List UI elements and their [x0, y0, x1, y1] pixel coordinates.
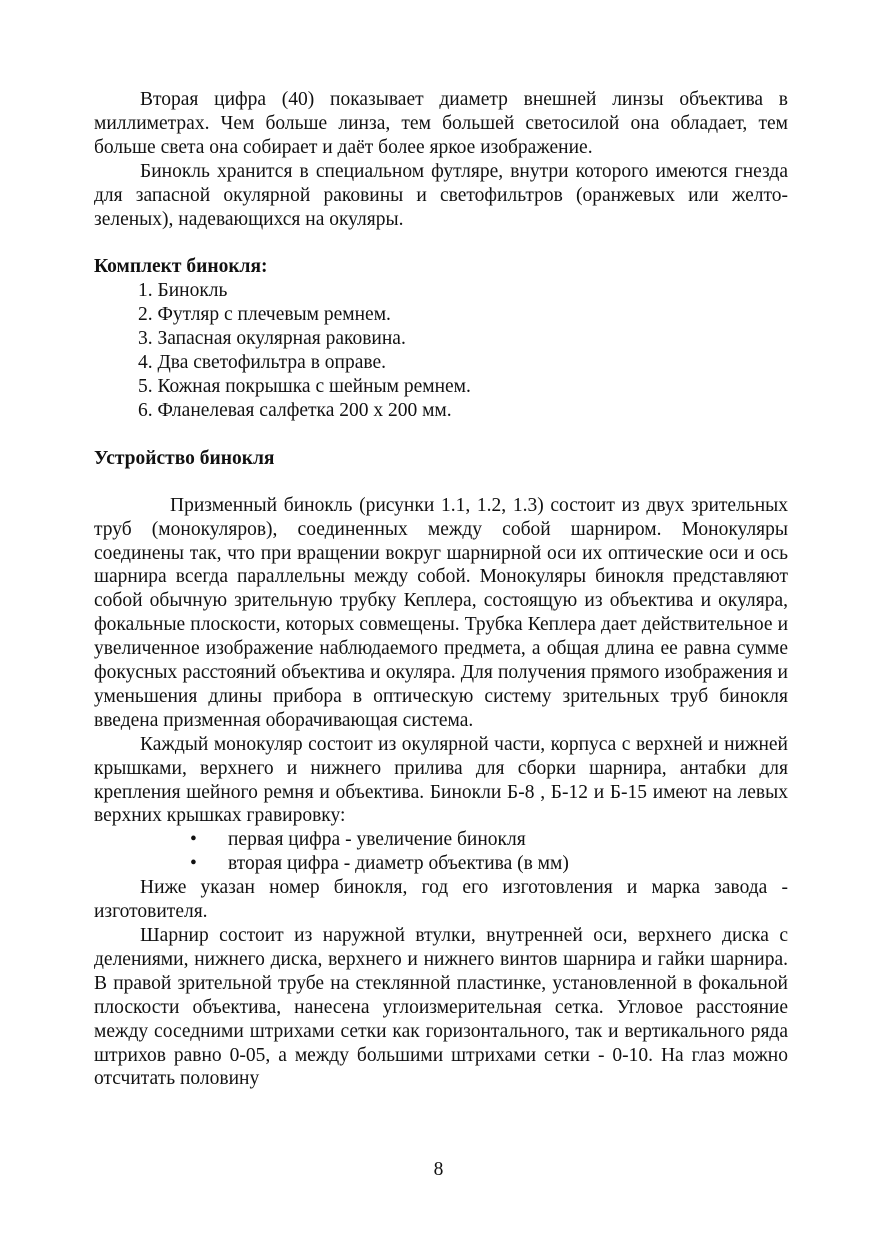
list-item: 5. Кожная покрышка с шейным ремнем.	[138, 375, 471, 397]
device-paragraph-1: Призменный бинокль (рисунки 1.1, 1.2, 1.3) состоит из двух зрительных труб (монокуляров), соединенных между собой шарниром. Монокуляры соединены так, что при вращении вокруг шарнирной оси их оптические оси и ось шарнира всегда параллельны между собой. Монокуляры бинокля представляют собой обычную зрительную трубку Кеплера, состоящую из объектива и окуляра, фокальные плоскости, которых совмещены. Трубка Кеплера дает действительное и увеличенное изображение наблюдаемого предмета, а общая длина ее равна сумме фокусных расстояний объектива и окуляра. Для получения прямого изображения и уменьшения длины прибора в оптическую систему зрительных труб бинокля введена призменная оборачивающая система.	[94, 494, 788, 731]
kit-list	[94, 279, 788, 422]
list-item: 2. Футляр с плечевым ремнем.	[138, 304, 391, 326]
intro-paragraph-1: Вторая цифра (40) показывает диаметр внешней линзы объектива в миллиметрах. Чем больше линза, тем большей светосилой она обладает, тем больше света она собирает и даёт более яркое изображение.	[94, 89, 788, 158]
bullet-icon: •	[190, 829, 197, 851]
engraving-list	[94, 828, 788, 876]
device-paragraph-2: Каждый монокуляр состоит из окулярной части, корпуса с верхней и нижней крышками, верхнего и нижнего прилива для сборки шарнира, антабки для крепления шейного ремня и объектива. Бинокли Б-8 , Б-12 и Б-15 имеют на левых верхних крышках гравировку:	[94, 733, 788, 827]
list-item: 1. Бинокль	[138, 280, 228, 302]
list-item: 6. Фланелевая салфетка 200 х 200 мм.	[138, 399, 452, 421]
device-paragraph-4: Шарнир состоит из наружной втулки, внутренней оси, верхнего диска с делениями, нижнего диска, верхнего и нижнего винтов шарнира и гайки шарнира. В правой зрительной трубе на стеклянной пластинке, установленной в фокальной плоскости объектива, нанесена углоизмерительная сетка. Угловое расстояние между соседними штрихами сетки как горизонтального, так и вертикального ряда штрихов равно 0-05, а между большими штрихами сетки - 0-10. На глаз можно отсчитать половину	[94, 925, 788, 1090]
page-number: 8	[433, 1159, 444, 1180]
list-item: 3. Запасная окулярная раковина.	[138, 328, 406, 350]
list-item	[188, 852, 788, 876]
bullet-text: первая цифра - увеличение бинокля	[228, 829, 526, 851]
device-paragraph-3: Ниже указан номер бинокля, год его изготовления и марка завода - изготовителя.	[94, 877, 788, 923]
bullet-icon: •	[190, 853, 197, 875]
list-item: 4. Два светофильтра в оправе.	[138, 352, 386, 374]
device-heading: Устройство бинокля	[94, 447, 275, 469]
list-item	[188, 828, 788, 852]
kit-heading: Комплект бинокля:	[94, 256, 268, 278]
intro-paragraph-2: Бинокль хранится в специальном футляре, внутри которого имеются гнезда для запасной окулярной раковины и светофильтров (оранжевых или желто-зеленых), надевающихся на окуляры.	[94, 160, 788, 230]
page-body	[94, 88, 788, 1091]
bullet-text: вторая цифра - диаметр объектива (в мм)	[228, 853, 569, 875]
